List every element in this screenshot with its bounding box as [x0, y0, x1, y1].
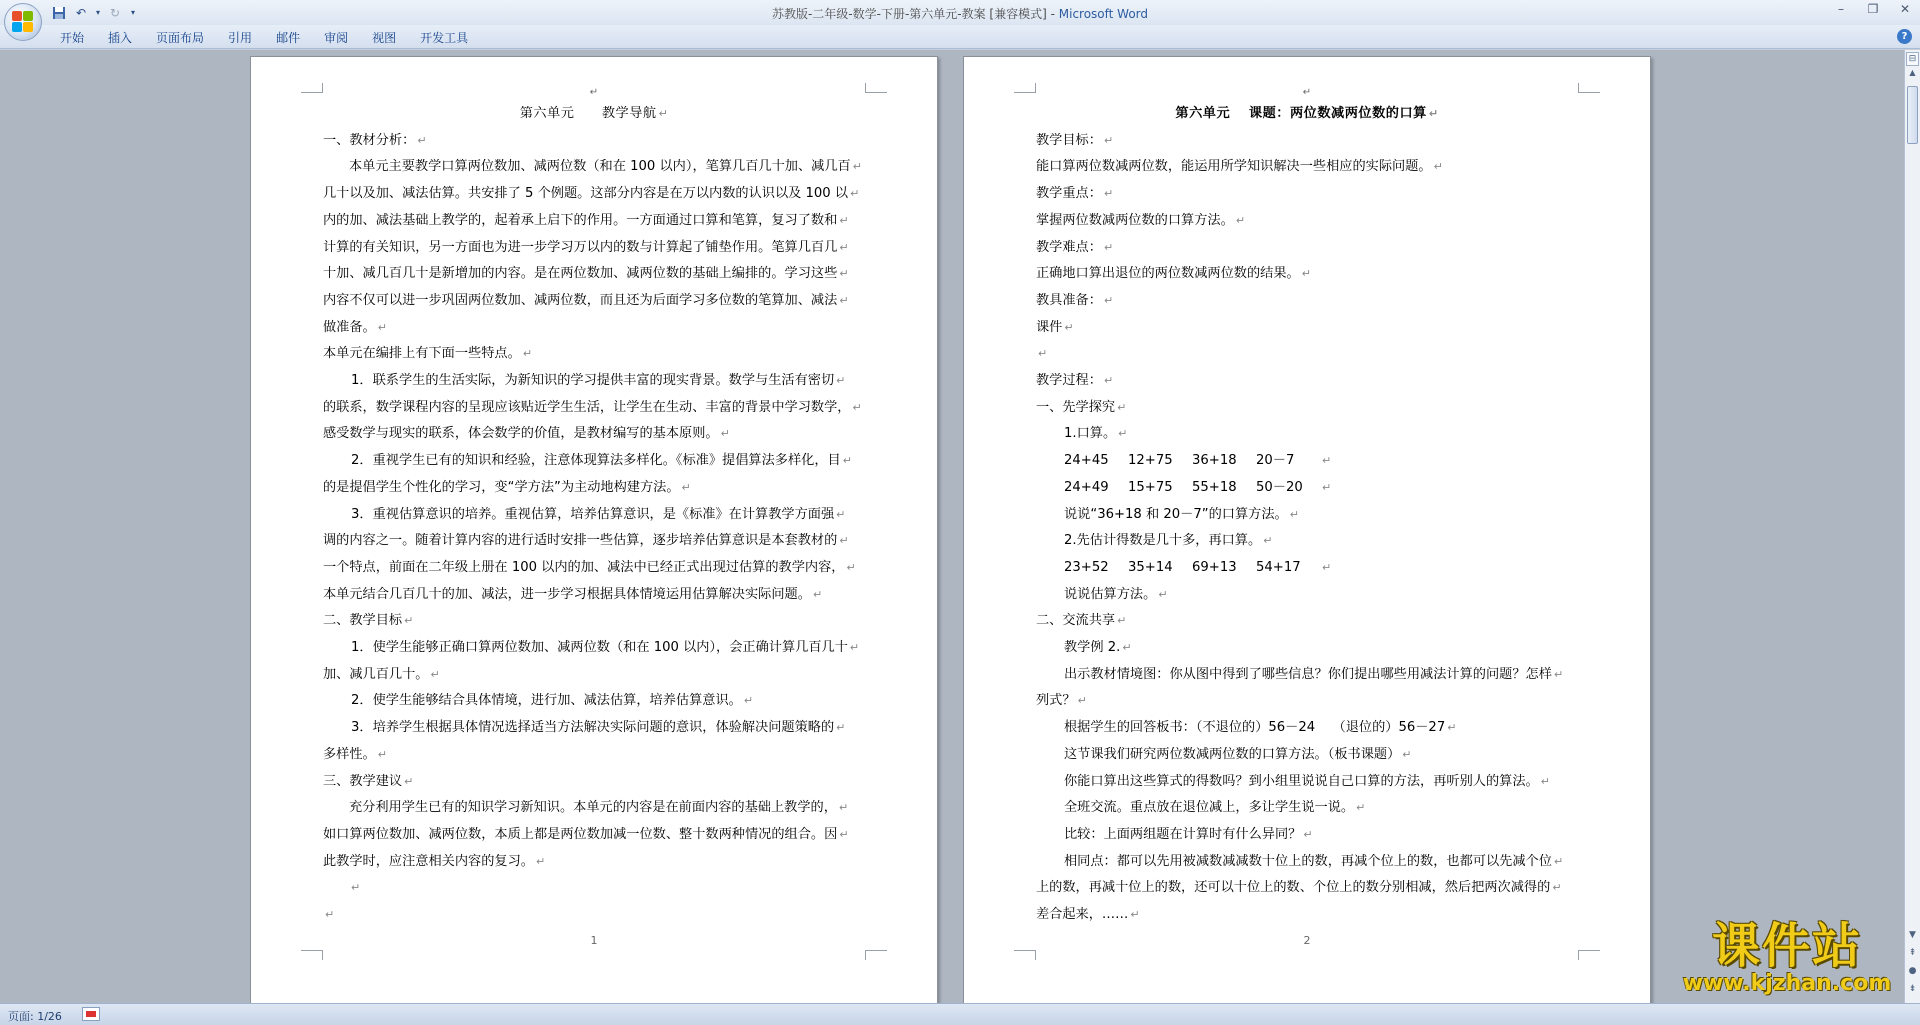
paragraph-line — [323, 555, 865, 582]
paragraph-text: 内的加、减法基础上教学的，起着承上启下的作用。一方面通过口算和笔算，复习了数和 — [323, 212, 838, 228]
paragraph-text: 本单元在编排上有下面一些特点。 — [323, 346, 521, 362]
paragraph-line — [1036, 769, 1578, 796]
paragraph-mark: ↵ — [842, 454, 852, 468]
page-title-text: 第六单元 课题：两位数减两位数的口算 — [1175, 106, 1427, 121]
paragraph-text: 本单元主要教学口算两位数加、减两位数（和在 100 以内），笔算几百几十加、减几百 — [349, 159, 851, 175]
calc-expression: 20－7 — [1256, 453, 1295, 469]
paragraph-line — [323, 582, 865, 609]
paragraph-line — [323, 395, 865, 422]
paragraph-mark: ↵ — [839, 267, 849, 281]
paragraph-text: 二、交流共享 — [1036, 613, 1116, 629]
paragraph-line — [323, 769, 865, 796]
office-button[interactable] — [4, 3, 42, 41]
paragraph-mark: ↵ — [849, 641, 860, 655]
previous-page-icon[interactable]: ⇞ — [1908, 948, 1917, 958]
paragraph-text: 课件 — [1036, 319, 1063, 335]
paragraph-text: 如口算两位数加、减两位数，本质上都是两位数加减一位数、整十数两种情况的组合。因 — [323, 826, 838, 842]
paragraph-mark: ↵ — [1103, 240, 1114, 254]
calc-expression: 50－20 — [1256, 479, 1303, 495]
page-body[interactable] — [323, 101, 865, 929]
watermark-url: www.kjzhan.com — [1682, 971, 1892, 996]
page-number: 1 — [590, 934, 598, 947]
paragraph-line — [1036, 181, 1578, 208]
paragraph-mark: ↵ — [1540, 774, 1550, 788]
paragraph-line — [323, 742, 865, 769]
paragraph-text: 教具准备： — [1036, 292, 1102, 308]
paragraph-text: 二、教学目标 — [323, 613, 403, 629]
paragraph-text: 教学重点： — [1036, 186, 1102, 202]
paragraph-mark: ↵ — [852, 160, 862, 174]
paragraph-mark: ↵ — [1322, 480, 1332, 494]
paragraph-line — [1036, 128, 1578, 155]
paragraph-mark: ↵ — [836, 721, 846, 735]
paragraph-text: 教学难点： — [1036, 239, 1102, 255]
crop-mark — [865, 950, 887, 960]
ribbon-tab-bar — [0, 25, 1920, 49]
document-workspace — [0, 50, 1904, 1003]
paragraph-mark: ↵ — [1289, 507, 1299, 521]
paragraph-line — [1036, 315, 1578, 342]
paragraph-text: 调的内容之一。随着计算内容的进行适时安排一些估算，逐步培养估算意识是本套教材的 — [323, 533, 838, 549]
paragraph-mark: ↵ — [1122, 641, 1132, 655]
paragraph-line — [323, 662, 865, 689]
paragraph-mark: ↵ — [377, 320, 387, 334]
paragraph-mark: ↵ — [1118, 427, 1128, 441]
paragraph-line — [1036, 902, 1578, 929]
document-name: 苏教版-二年级-数学-下册-第六单元-教案 [兼容模式] - — [771, 7, 1059, 21]
paragraph-mark: ↵ — [1322, 454, 1332, 468]
paragraph-mark: ↵ — [1117, 400, 1127, 414]
page-title-text: 第六单元 教学导航 — [519, 106, 657, 121]
paragraph-mark: ↵ — [1117, 614, 1127, 628]
office-logo-icon — [12, 11, 34, 33]
page-title — [323, 101, 865, 128]
paragraph-mark: ↵ — [404, 614, 414, 628]
paragraph-mark: ↵ — [1356, 801, 1366, 815]
paragraph-mark: ↵ — [536, 854, 546, 868]
header-paragraph-mark: ↵ — [1302, 87, 1312, 98]
paragraph-mark: ↵ — [1263, 534, 1273, 548]
paragraph-mark: ↵ — [836, 507, 846, 521]
paragraph-line — [1036, 528, 1578, 555]
paragraph-mark: ↵ — [720, 427, 730, 441]
paragraph-line — [1036, 208, 1578, 235]
paragraph-text: 一、先学探究 — [1036, 399, 1116, 415]
paragraph-text: 计算的有关知识，另一方面也为进一步学习万以内的数与计算起了铺垫作用。笔算几百几 — [323, 239, 838, 255]
paragraph-line — [1036, 235, 1578, 262]
paragraph-text: 比较：上面两组题在计算时有什么异同？ — [1064, 826, 1302, 842]
tab-references[interactable]: 引用 — [228, 31, 253, 45]
paragraph-text: 这节课我们研究两位数减两位数的口算方法。（板书课题） — [1064, 746, 1401, 762]
paragraph-text: 教学过程： — [1036, 373, 1102, 389]
paragraph-mark: ↵ — [325, 908, 335, 922]
paragraph-line — [323, 315, 865, 342]
paragraph-mark: ↵ — [838, 801, 849, 815]
calc-expression: 35+14 — [1128, 559, 1173, 575]
calc-expression: 12+75 — [1128, 453, 1173, 469]
document-page-2[interactable] — [963, 56, 1651, 1003]
paragraph-mark: ↵ — [658, 107, 669, 120]
paragraph-mark: ↵ — [812, 587, 823, 601]
paragraph-mark: ↵ — [839, 534, 849, 548]
next-page-icon[interactable]: ⇟ — [1908, 984, 1917, 994]
paragraph-line — [1036, 288, 1578, 315]
paragraph-text: 全班交流。重点放在退位减上，多让学生说一说。 — [1064, 800, 1355, 816]
paragraph-text: 教学例 2. — [1064, 640, 1121, 656]
paragraph-mark: ↵ — [1552, 881, 1562, 895]
paragraph-text: 3．培养学生根据具体情况选择适当方法解决实际问题的意识，体验解决问题策略的 — [351, 720, 835, 736]
paragraph-mark: ↵ — [1303, 827, 1313, 841]
tab-home[interactable]: 开始 — [60, 31, 85, 45]
paragraph-text: 的联系，数学课程内容的呈现应该贴近学生生活，让学生在生动、丰富的背景中学习数学， — [323, 399, 851, 415]
paragraph-line — [323, 235, 865, 262]
paragraph-line — [323, 902, 865, 929]
paragraph-mark: ↵ — [522, 347, 533, 361]
undo-icon[interactable]: ↶ — [75, 5, 87, 20]
paragraph-text: 列式？ — [1036, 693, 1076, 709]
quick-access-toolbar — [50, 3, 138, 22]
app-name: Microsoft Word — [1058, 7, 1149, 21]
paragraph-mark: ↵ — [839, 827, 849, 841]
restore-button[interactable]: ❐ — [1867, 2, 1879, 16]
paragraph-text: 说说估算方法。 — [1064, 586, 1157, 602]
paragraph-line — [1036, 582, 1578, 609]
paragraph-list — [1036, 128, 1578, 929]
help-icon[interactable]: ? — [1897, 29, 1912, 44]
header-paragraph-mark: ↵ — [589, 87, 599, 98]
paragraph-text: 的是提倡学生个性化的学习，变“学方法”为主动地构建方法。 — [323, 479, 680, 495]
paragraph-mark: ↵ — [417, 133, 427, 147]
paragraph-line — [323, 421, 865, 448]
paragraph-mark: ↵ — [1553, 854, 1564, 868]
watermark-chinese-text: 课件站 — [1711, 918, 1862, 974]
paragraph-line — [323, 181, 865, 208]
paragraph-mark: ↵ — [1038, 347, 1048, 361]
scroll-thumb[interactable] — [1907, 86, 1918, 144]
paragraph-line — [323, 475, 865, 502]
paragraph-line — [1036, 341, 1578, 368]
paragraph-line — [323, 341, 865, 368]
paragraph-text: 本单元结合几百几十的加、减法，进一步学习根据具体情境运用估算解决实际问题。 — [323, 586, 811, 602]
paragraph-text: 三、教学建议 — [323, 773, 403, 789]
tab-page-layout[interactable]: 页面布局 — [156, 31, 205, 45]
paragraph-line — [323, 528, 865, 555]
paragraph-mark: ↵ — [846, 560, 856, 574]
paragraph-line — [323, 448, 865, 475]
status-bar — [0, 1003, 1920, 1025]
tab-developer[interactable]: 开发工具 — [420, 31, 469, 45]
paragraph-mark: ↵ — [743, 694, 754, 708]
paragraph-line — [323, 208, 865, 235]
paragraph-line — [323, 128, 865, 155]
paragraph-line — [1036, 608, 1578, 635]
paragraph-mark: ↵ — [1077, 694, 1087, 708]
undo-dropdown-icon[interactable]: ▾ — [95, 8, 100, 17]
crop-mark — [301, 950, 323, 960]
paragraph-mark: ↵ — [1433, 160, 1443, 174]
paragraph-line — [1036, 154, 1578, 181]
paragraph-mark: ↵ — [1103, 293, 1114, 307]
paragraph-text: 3．重视估算意识的培养。重视估算，培养估算意识，是《标准》在计算教学方面强 — [351, 506, 835, 522]
window-title — [0, 5, 1920, 22]
calc-expression: 55+18 — [1192, 479, 1237, 495]
tab-review[interactable]: 审阅 — [324, 31, 349, 45]
paragraph-line — [1036, 421, 1578, 448]
page-count-status[interactable]: 页面: 1/26 — [8, 1010, 62, 1023]
paragraph-line — [1036, 261, 1578, 288]
scroll-up-icon[interactable]: ▲ — [1909, 68, 1916, 77]
spelling-status-icon[interactable] — [82, 1007, 100, 1021]
paragraph-line — [323, 715, 865, 742]
paragraph-mark: ↵ — [404, 774, 414, 788]
calc-expression: 24+45 — [1064, 453, 1109, 469]
paragraph-line — [323, 154, 865, 181]
title-bar — [0, 0, 1920, 25]
paragraph-mark: ↵ — [1235, 213, 1246, 227]
paragraph-text: 1．使学生能够正确口算两位数加、减两位数（和在 100 以内），会正确计算几百几十 — [351, 640, 848, 656]
paragraph-text: 教学目标： — [1036, 132, 1102, 148]
paragraph-line — [323, 608, 865, 635]
paragraph-text: 相同点：都可以先用被减数减减数十位上的数，再减个位上的数，也都可以先减个位 — [1064, 853, 1552, 869]
paragraph-text: 出示教材情境图：你从图中得到了哪些信息？你们提出哪些用减法计算的问题？怎样 — [1064, 666, 1552, 682]
paragraph-mark: ↵ — [1322, 560, 1332, 574]
paragraph-line — [323, 261, 865, 288]
paragraph-line — [323, 502, 865, 529]
paragraph-line — [323, 368, 865, 395]
save-icon[interactable] — [50, 4, 68, 22]
paragraph-line — [1036, 635, 1578, 662]
paragraph-line — [1036, 795, 1578, 822]
paragraph-line — [1036, 849, 1578, 876]
paragraph-text: 2．重视学生已有的知识和经验，注意体现算法多样化。《标准》提倡算法多样化，目 — [351, 453, 841, 469]
page-number: 2 — [1303, 934, 1311, 947]
paragraph-mark: ↵ — [1103, 374, 1114, 388]
paragraph-mark: ↵ — [1447, 721, 1457, 735]
paragraph-line — [1036, 822, 1578, 849]
paragraph-line — [1036, 555, 1578, 582]
paragraph-mark: ↵ — [377, 747, 387, 761]
page-title — [1036, 101, 1578, 128]
paragraph-line — [323, 635, 865, 662]
paragraph-text: 一个特点，前面在二年级上册在 100 以内的加、减法中已经正式出现过估算的教学内容， — [323, 559, 845, 575]
paragraph-mark: ↵ — [681, 480, 691, 494]
paragraph-text: 感受数学与现实的联系，体会数学的价值，是教材编写的基本原则。 — [323, 426, 719, 442]
paragraph-line — [1036, 715, 1578, 742]
paragraph-line — [1036, 742, 1578, 769]
select-browse-object-icon[interactable]: ● — [1908, 966, 1917, 976]
paragraph-text: 根据学生的回答板书：（不退位的）56－24 （退位的）56－27 — [1064, 720, 1446, 736]
tab-insert[interactable]: 插入 — [108, 31, 133, 45]
paragraph-text: 多样性。 — [323, 746, 376, 762]
paragraph-line — [323, 875, 865, 902]
paragraph-mark: ↵ — [430, 667, 440, 681]
paragraph-mark: ↵ — [850, 187, 860, 201]
paragraph-text: 说说“36+18 和 20－7”的口算方法。 — [1064, 506, 1288, 522]
paragraph-line — [1036, 662, 1578, 689]
paragraph-text: 此教学时，应注意相关内容的复习。 — [323, 853, 534, 869]
crop-mark — [1014, 950, 1036, 960]
paragraph-text: 差合起来，…… — [1036, 907, 1129, 923]
tab-view[interactable]: 视图 — [372, 31, 397, 45]
crop-mark — [1578, 950, 1600, 960]
paragraph-line — [323, 288, 865, 315]
paragraph-line — [323, 849, 865, 876]
paragraph-text: 上的数，再减十位上的数，还可以十位上的数、个位上的数分别相减，然后把两次减得的 — [1036, 880, 1551, 896]
redo-icon[interactable]: ↻ — [109, 5, 121, 20]
paragraph-mark: ↵ — [839, 213, 849, 227]
page-body[interactable] — [1036, 101, 1578, 929]
paragraph-line — [1036, 395, 1578, 422]
paragraph-list — [323, 128, 865, 929]
paragraph-mark: ↵ — [836, 374, 846, 388]
minimize-button[interactable]: – — [1838, 2, 1844, 16]
paragraph-text: 充分利用学生已有的知识学习新知识。本单元的内容是在前面内容的基础上教学的， — [349, 800, 837, 816]
paragraph-text: 1.口算。 — [1064, 426, 1117, 442]
calc-expression: 15+75 — [1128, 479, 1173, 495]
paragraph-line — [1036, 502, 1578, 529]
paragraph-mark: ↵ — [1064, 320, 1074, 334]
paragraph-line — [323, 688, 865, 715]
paragraph-text: 2.先估计得数是几十多，再口算。 — [1064, 533, 1262, 549]
calc-expression: 36+18 — [1192, 453, 1237, 469]
paragraph-line — [1036, 688, 1578, 715]
paragraph-text: 正确地口算出退位的两位数减两位数的结果。 — [1036, 266, 1300, 282]
vertical-scrollbar[interactable] — [1904, 50, 1920, 1003]
paragraph-mark: ↵ — [852, 400, 862, 414]
paragraph-mark: ↵ — [1103, 133, 1114, 147]
calc-expression: 23+52 — [1064, 559, 1109, 575]
tab-mailings[interactable]: 邮件 — [276, 31, 301, 45]
document-page-1[interactable] — [250, 56, 938, 1003]
paragraph-mark: ↵ — [839, 293, 849, 307]
paragraph-text: 内容不仅可以进一步巩固两位数加、减两位数，而且还为后面学习多位数的笔算加、减法 — [323, 292, 838, 308]
paragraph-text: 加、减几百几十。 — [323, 666, 429, 682]
scroll-down-icon[interactable]: ▼ — [1909, 930, 1916, 940]
paragraph-line — [1036, 448, 1578, 475]
paragraph-text: 掌握两位数减两位数的口算方法。 — [1036, 212, 1234, 228]
paragraph-mark: ↵ — [1158, 587, 1168, 601]
paragraph-text: 能口算两位数减两位数，能运用所学知识解决一些相应的实际问题。 — [1036, 159, 1432, 175]
paragraph-text: 做准备。 — [323, 319, 376, 335]
window-controls — [1832, 2, 1914, 16]
calc-expression: 54+17 — [1256, 559, 1301, 575]
paragraph-line — [323, 795, 865, 822]
paragraph-line — [1036, 475, 1578, 502]
paragraph-mark: ↵ — [351, 881, 361, 895]
paragraph-mark: ↵ — [1130, 908, 1140, 922]
paragraph-line — [1036, 875, 1578, 902]
paragraph-text: 2．使学生能够结合具体情境，进行加、减法估算，培养估算意识。 — [351, 693, 742, 709]
paragraph-mark: ↵ — [1402, 747, 1412, 761]
calc-expression: 69+13 — [1192, 559, 1237, 575]
paragraph-text: 十加、减几百几十是新增加的内容。是在两位数加、减两位数的基础上编排的。学习这些 — [323, 266, 838, 282]
paragraph-mark: ↵ — [839, 240, 849, 254]
paragraph-mark: ↵ — [1428, 107, 1439, 120]
paragraph-mark: ↵ — [1301, 267, 1311, 281]
paragraph-line — [1036, 368, 1578, 395]
paragraph-mark: ↵ — [1553, 667, 1564, 681]
calc-expression: 24+49 — [1064, 479, 1109, 495]
view-ruler-icon[interactable]: ⊟ — [1906, 52, 1919, 66]
paragraph-text: 1．联系学生的生活实际，为新知识的学习提供丰富的现实背景。数学与生活有密切 — [351, 373, 835, 389]
paragraph-text: 几十以及加、减法估算。共安排了 5 个例题。这部分内容是在万以内数的认识以及 100 以 — [323, 186, 849, 202]
close-button[interactable]: ✕ — [1899, 2, 1911, 16]
paragraph-text: 你能口算出这些算式的得数吗？到小组里说说自己口算的方法，再听别人的算法。 — [1064, 773, 1539, 789]
customize-toolbar-icon[interactable]: ▾ — [130, 8, 135, 17]
paragraph-mark: ↵ — [1103, 187, 1114, 201]
paragraph-line — [323, 822, 865, 849]
paragraph-text: 一、教材分析： — [323, 132, 416, 148]
